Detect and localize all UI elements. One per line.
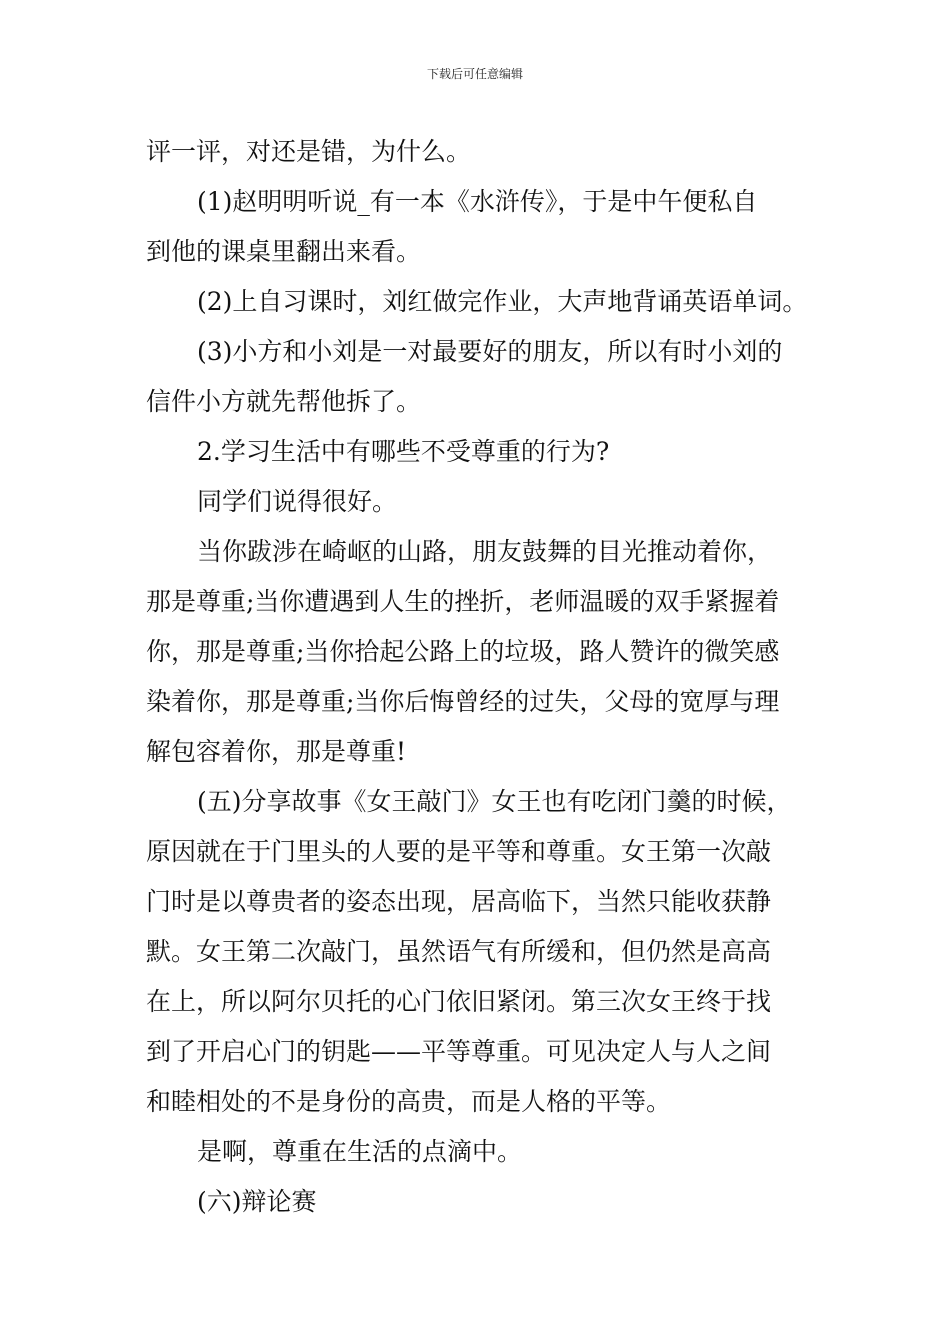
text-line-16: 门时是以尊贵者的姿态出现，居高临下，当然只能收获静 xyxy=(146,887,772,916)
text-line-11: 你，那是尊重;当你拾起公路上的垃圾，路人赞许的微笑感 xyxy=(146,637,780,666)
text-line-22: (六)辩论赛 xyxy=(197,1187,317,1216)
text-line-12: 染着你，那是尊重;当你后悔曾经的过失，父母的宽厚与理 xyxy=(146,687,780,716)
text-line-7: 2.学习生活中有哪些不受尊重的行为? xyxy=(197,437,610,466)
text-line-15: 原因就在于门里头的人要的是平等和尊重。女王第一次敲 xyxy=(146,837,772,866)
text-line-13: 解包容着你，那是尊重! xyxy=(146,737,407,766)
text-line-9: 当你跋涉在崎岖的山路，朋友鼓舞的目光推动着你， xyxy=(197,537,773,566)
text-line-8: 同学们说得很好。 xyxy=(197,487,398,516)
text-line-6: 信件小方就先帮他拆了。 xyxy=(146,387,422,416)
text-line-2: (1)赵明明听说_有一本《水浒传》，于是中午便私自 xyxy=(197,187,758,216)
text-line-21: 是啊，尊重在生活的点滴中。 xyxy=(197,1137,523,1166)
text-line-17: 默。女王第二次敲门，虽然语气有所缓和，但仍然是高高 xyxy=(146,937,772,966)
header-note: 下载后可任意编辑 xyxy=(426,67,523,81)
text-line-18: 在上，所以阿尔贝托的心门依旧紧闭。第三次女王终于找 xyxy=(146,987,772,1016)
document-body xyxy=(146,127,810,1227)
text-line-14: (五)分享故事《女王敲门》女王也有吃闭门羹的时候， xyxy=(197,787,792,816)
text-line-4: (2)上自习课时，刘红做完作业，大声地背诵英语单词。 xyxy=(197,287,808,316)
text-line-5: (3)小方和小刘是一对最要好的朋友，所以有时小刘的 xyxy=(197,337,783,366)
text-line-3: 到他的课桌里翻出来看。 xyxy=(146,237,422,266)
text-line-10: 那是尊重;当你遭遇到人生的挫折，老师温暖的双手紧握着 xyxy=(146,587,780,616)
text-line-1: 评一评，对还是错，为什么。 xyxy=(146,137,472,166)
text-line-20: 和睦相处的不是身份的高贵，而是人格的平等。 xyxy=(146,1087,672,1116)
text-line-19: 到了开启心门的钥匙——平等尊重。可见决定人与人之间 xyxy=(146,1037,772,1066)
